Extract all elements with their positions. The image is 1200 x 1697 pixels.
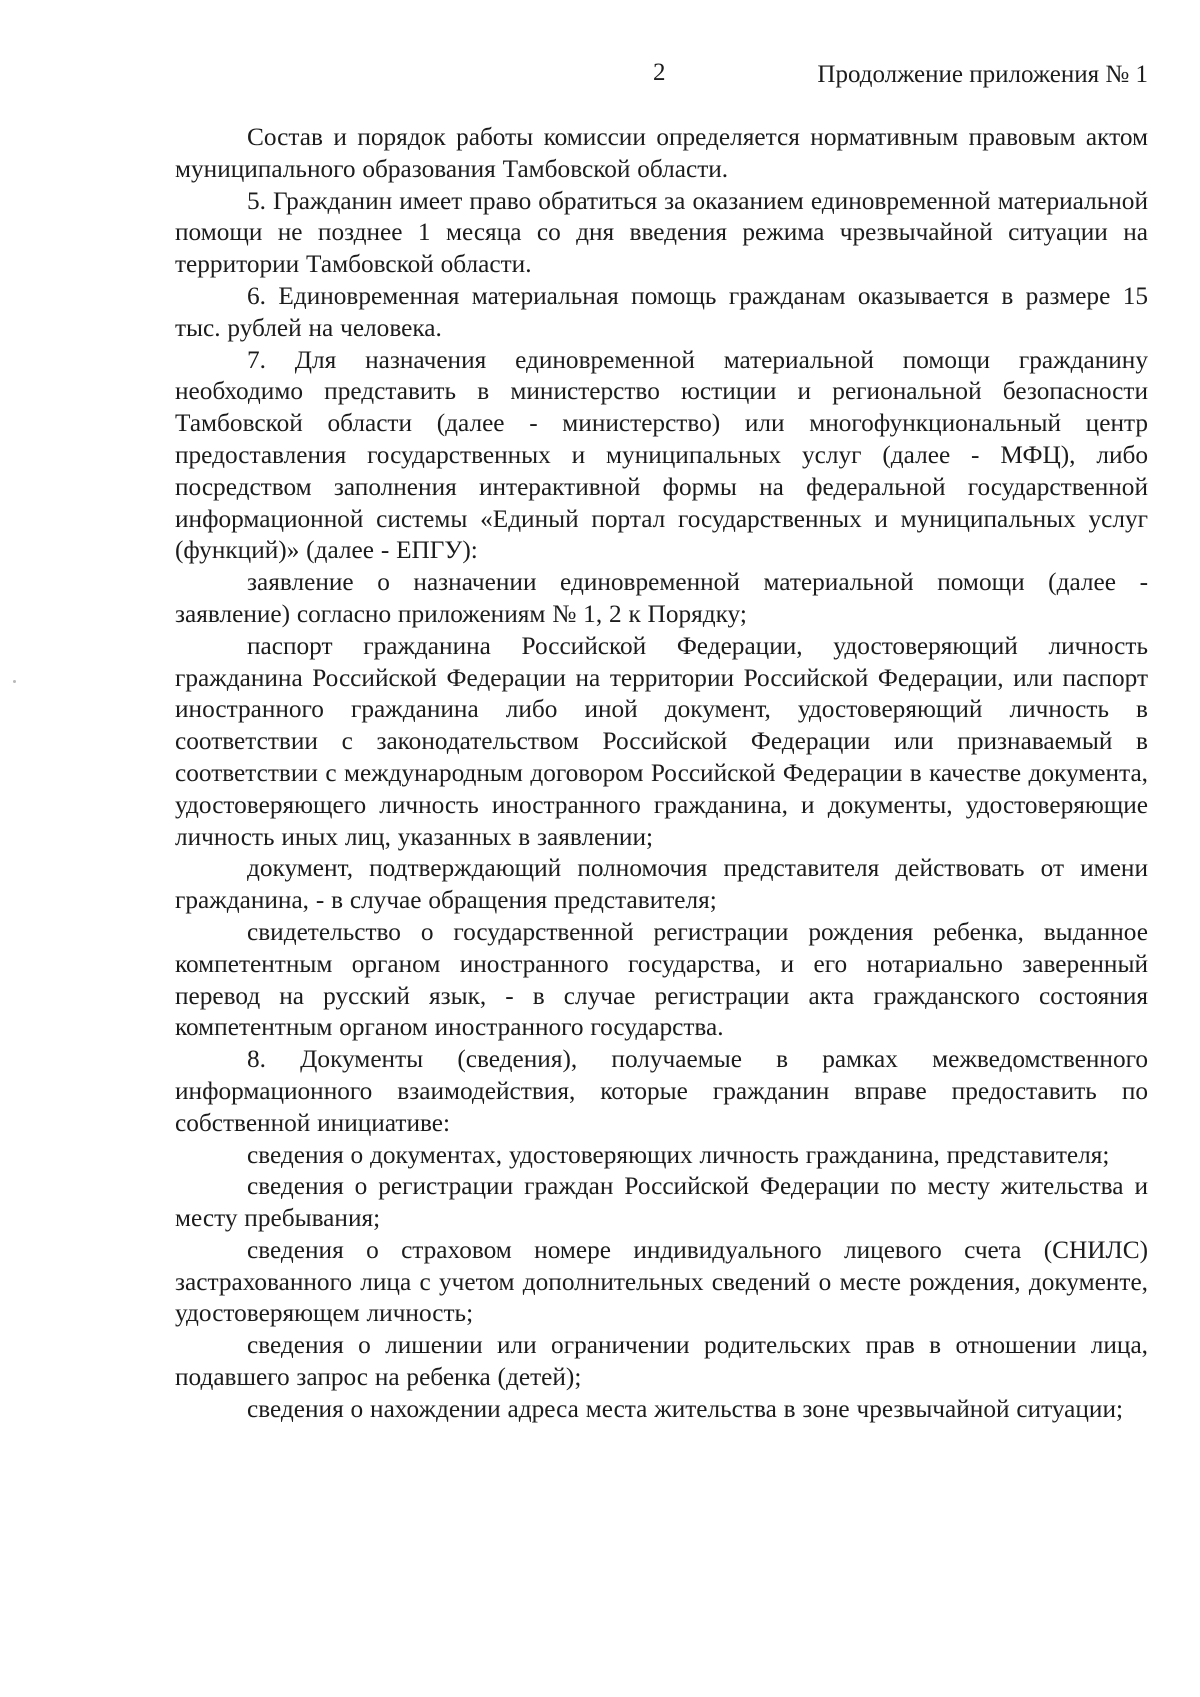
list-item-identity-documents: сведения о документах, удостоверяющих личность гражданина, представителя; [247, 1140, 1110, 1169]
list-item-residence-registration: сведения о регистрации граждан Российской Федерации по месту жительства и месту пребывания; [175, 1172, 1148, 1233]
paragraph-clause-7: 7. Для назначения единовременной материальной помощи гражданину необходимо представить в министерство юстиции и региональной безопасности Тамбовской области (далее - министерство) или многофункциональный центр предоставления государственных и муниципальных услуг (далее - МФЦ), либо посредством заполнения интерактивной формы на федеральной государственной информационной системы «Единый портал государственных и муниципальных услуг (функций)» (далее - ЕПГУ): [175, 345, 1148, 565]
list-item-application: заявление о назначении единовременной материальной помощи (далее - заявление) согласно приложениям № 1, 2 к Порядку; [175, 568, 1148, 628]
list-item-parental-rights: сведения о лишении или ограничении родительских прав в отношении лица, подавшего запрос на ребенка (детей); [175, 1331, 1148, 1392]
list-item-snils: сведения о страховом номере индивидуального лицевого счета (СНИЛС) застрахованного лица с учетом дополнительных сведений о месте рождения, документе, удостоверяющем личность; [175, 1235, 1148, 1328]
paragraph-clause-8: 8. Документы (сведения), получаемые в рамках межведомственного информационного взаимодействия, которые гражданин вправе предоставить по собственной инициативе: [175, 1045, 1148, 1137]
list-item-representative-authority: документ, подтверждающий полномочия представителя действовать от имени гражданина, - в случае обращения представителя; [175, 854, 1148, 915]
document-body [175, 122, 1148, 1426]
list-item-birth-certificate: свидетельство о государственной регистрации рождения ребенка, выданное компетентным органом иностранного государства, и его нотариально заверенный перевод на русский язык, - в случае регистрации акта гражданского состояния компетентным органом иностранного государства. [175, 917, 1148, 1042]
appendix-continuation-note: Продолжение приложения № 1 [817, 61, 1148, 88]
page-number: 2 [653, 59, 666, 86]
scan-speck [13, 680, 16, 683]
paragraph-clause-5: 5. Гражданин имеет право обратиться за оказанием единовременной материальной помощи не позднее 1 месяца со дня введения режима чрезвычайной ситуации на территории Тамбовской области. [175, 186, 1148, 279]
list-item-passport: паспорт гражданина Российской Федерации, удостоверяющий личность гражданина Российской Федерации на территории Российской Федерации, или паспорт иностранного гражданина либо иной документ, удостоверяющий личность в соответствии с законодательством Российской Федерации или признаваемый в соответствии с международным договором Российской Федерации в качестве документа, удостоверяющего личность иностранного гражданина, и документы, удостоверяющие личность иных лиц, указанных в заявлении; [175, 631, 1148, 851]
paragraph-clause-6: 6. Единовременная материальная помощь гражданам оказывается в размере 15 тыс. рублей на человека. [175, 281, 1148, 342]
paragraph-commission-composition: Состав и порядок работы комиссии определяется нормативным правовым актом муниципального образования Тамбовской области. [175, 123, 1148, 183]
list-item-emergency-zone-address: сведения о нахождении адреса места жительства в зоне чрезвычайной ситуации; [247, 1394, 1124, 1423]
